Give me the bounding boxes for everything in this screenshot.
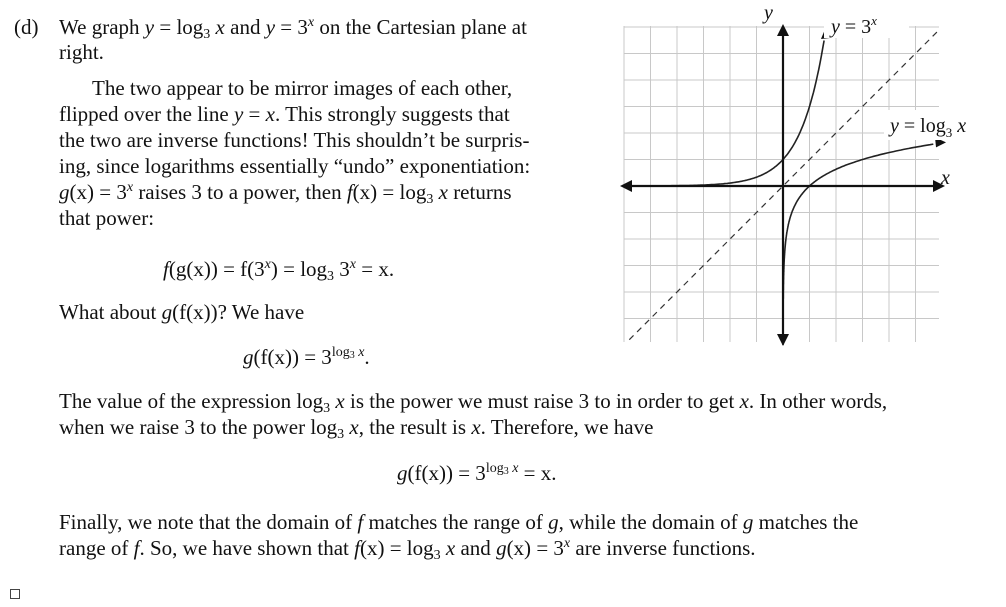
para2-line4: ing, since logarithms essentially “undo” exponentiation: xyxy=(59,154,531,178)
para1-text: = log xyxy=(154,15,204,39)
exp-curve-label: $y = 3^x$ xyxy=(831,13,877,38)
what-about-line: What about g(f(x))? We have xyxy=(59,300,305,324)
var-f: f xyxy=(346,180,353,204)
para2-line5 xyxy=(59,180,512,205)
para2-text: returns xyxy=(447,180,512,204)
para4-line1: Finally, we note that the domain of f matches the range of g, while the domain of g matches the xyxy=(59,510,859,534)
para2-line1: The two appear to be mirror images of each other, xyxy=(92,76,513,100)
var-x: x xyxy=(210,15,225,39)
var-y: y xyxy=(265,15,276,39)
log-curve-label: $y = \log_3 x$ xyxy=(890,115,967,140)
exponent: x xyxy=(126,180,134,195)
para4-line2: range of f. So, we have shown that $f(x) = \log_3 x$ and $g(x) = 3^x$ are inverse functions. xyxy=(59,536,756,563)
para2-text: = log xyxy=(377,180,427,204)
para2-text: = xyxy=(243,102,266,126)
y-axis-label: y xyxy=(764,2,773,24)
exp-curve xyxy=(624,41,824,187)
x-axis-label: x xyxy=(941,167,950,189)
log-base: 3 xyxy=(426,192,434,207)
para3-line2: when we raise 3 to the power $\log_3 x$, the result is x. Therefore, we have xyxy=(59,415,654,442)
para1-text: We graph xyxy=(59,15,145,39)
para2-text: (x) xyxy=(69,180,94,204)
para2-line6: that power: xyxy=(59,206,155,230)
part-label: (d) xyxy=(14,15,39,39)
para2-text: raises 3 to a power, then xyxy=(133,180,347,204)
grid-lines xyxy=(624,26,939,342)
log-base: 3 xyxy=(203,27,211,42)
var-x: x xyxy=(265,102,275,126)
para1-text: = 3 xyxy=(275,15,308,39)
exponent: x xyxy=(307,15,315,30)
y-axis-arrow-up xyxy=(777,24,789,36)
equation-2: $g(f(x)) = 3^{log_3 x}$. xyxy=(243,345,370,369)
para2-line3: the two are inverse functions! This shouldn’t be surpris- xyxy=(59,128,530,152)
equation-3: $g(f(x)) = 3^{log_3 x} = x$. xyxy=(397,461,557,485)
var-g: g xyxy=(59,180,70,204)
x-axis-arrow-left xyxy=(620,180,632,192)
para2-text: flipped over the line xyxy=(59,102,234,126)
para2-text: = 3 xyxy=(94,180,127,204)
para2-text: . This strongly suggests that xyxy=(274,102,510,126)
para1-text: on the Cartesian plane at xyxy=(314,15,527,39)
var-y: y xyxy=(144,15,155,39)
para3-line1: The value of the expression $\log_3 x$ is the power we must raise 3 to in order to get x. In other words, xyxy=(59,389,888,416)
para2-text: (x) xyxy=(352,180,378,204)
para1-line1 xyxy=(59,15,527,40)
var-x: x xyxy=(433,180,448,204)
para2-line2 xyxy=(59,102,510,127)
equation-1: $f(g(x)) = f(3^x) = \log_3 3^x = x$. xyxy=(163,257,395,284)
para1-line2: right. xyxy=(59,40,104,64)
para1-text: and xyxy=(224,15,266,39)
qed-box xyxy=(10,589,20,599)
y-axis-arrow-down xyxy=(777,334,789,346)
function-graph xyxy=(612,0,992,350)
var-y: y xyxy=(233,102,244,126)
log-curve xyxy=(783,144,933,345)
